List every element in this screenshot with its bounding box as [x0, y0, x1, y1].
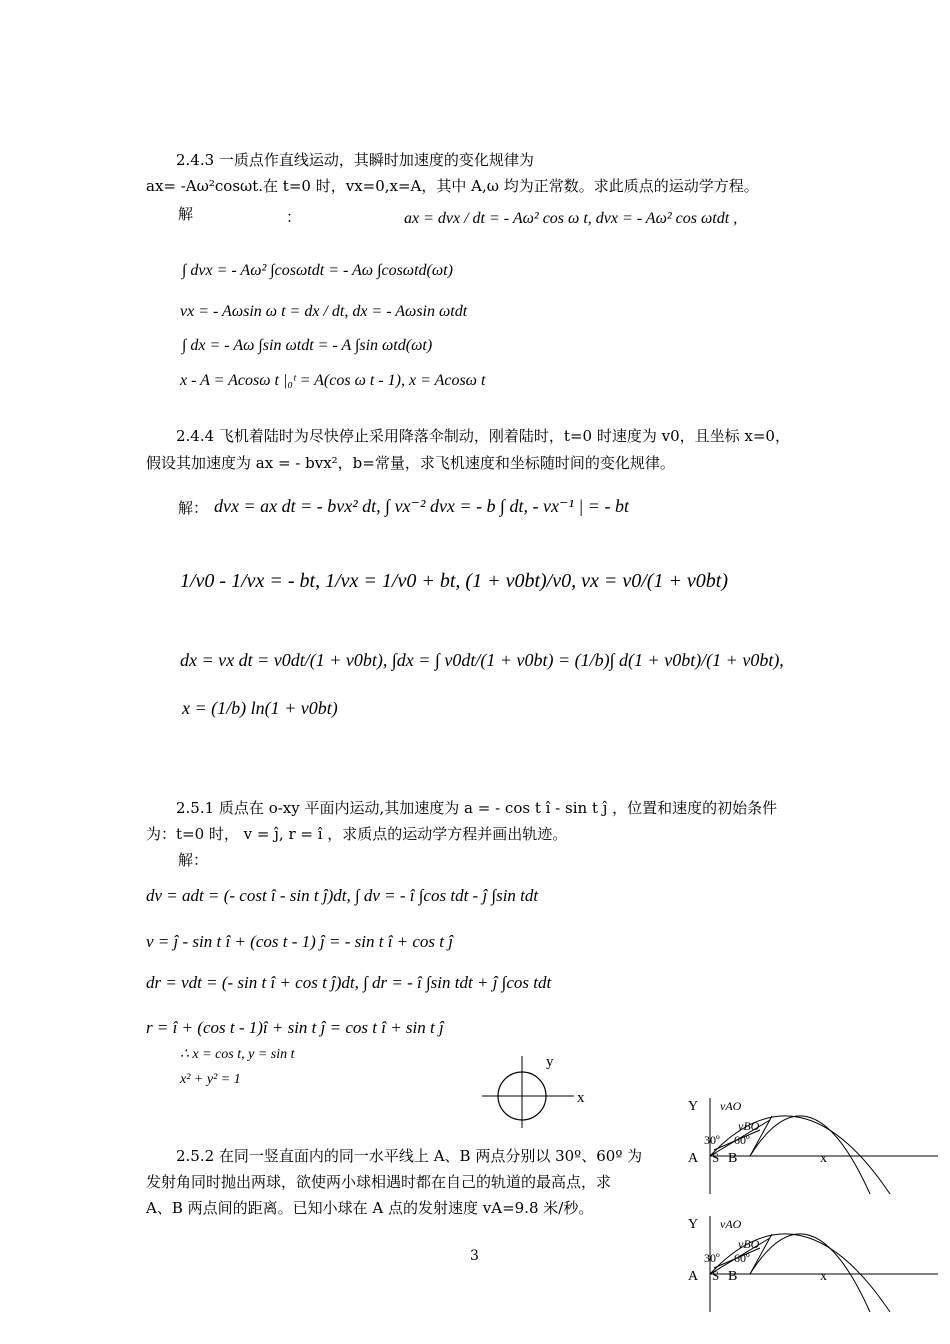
axis-y-label: y [546, 1054, 554, 1070]
fig1-label-B: B [728, 1151, 738, 1166]
problem-243-eq2: vx = - Aωsin ω t = dx / dt, dx = - Aωsin ωtdt [180, 303, 468, 320]
fig2-label-A: A [688, 1269, 699, 1284]
problem-244-eq2: 1/v0 - 1/vx = - bt, 1/vx = 1/v0 + bt, (1 + v0bt)/v0, vx = v0/(1 + v0bt) [180, 570, 729, 592]
fig1-label-Y: Y [688, 1099, 699, 1114]
fig2-label-30: 30º [704, 1251, 720, 1265]
fig2-label-60: 60º [734, 1251, 750, 1265]
trajectory-circle-diagram [480, 1050, 590, 1130]
problem-243-line2: ax= -Aω²cosωt.在 t=0 时，vx=0,x=A，其中 A,ω 均为正常数。求此质点的运动学方程。 [146, 177, 759, 195]
problem-251-line1: 2.5.1 质点在 o-xy 平面内运动,其加速度为 a = - cos t î - sin t ĵ ，位置和速度的初始条件 [176, 799, 778, 817]
fig1-label-60: 60º [734, 1133, 750, 1147]
fig2-label-Y: Y [688, 1217, 699, 1232]
problem-251-eq6: x² + y² = 1 [180, 1072, 241, 1087]
problem-243-colon: ： [286, 208, 302, 226]
axis-x-label: x [577, 1090, 585, 1106]
problem-252-line2: 发射角同时抛出两球，欲使两小球相遇时都在自己的轨道的最高点，求 [146, 1173, 612, 1191]
problem-243-line1: 2.4.3 一质点作直线运动，其瞬时加速度的变化规律为 [176, 151, 534, 169]
problem-243-eq3: ∫ dx = - Aω ∫sin ωtdt = - A ∫sin ωtd(ωt) [182, 337, 433, 354]
fig2-label-vBO: vBO [738, 1237, 760, 1251]
problem-244-eq3: dx = vx dt = v0dt/(1 + v0bt), ∫dx = ∫ v0dt/(1 + v0bt) = (1/b)∫ d(1 + v0bt)/(1 + v0bt), [180, 650, 784, 670]
problem-244-solution-label: 解： [178, 499, 209, 517]
problem-251-eq1: dv = adt = (- cost î - sin t ĵ)dt, ∫ dv = - î ∫cos tdt - ĵ ∫sin tdt [146, 886, 539, 905]
problem-244-line1: 2.4.4 飞机着陆时为尽快停止采用降落伞制动，刚着陆时，t=0 时速度为 v0，且坐标 x=0， [176, 427, 790, 445]
fig2-label-vAO: vAO [720, 1217, 742, 1231]
fig1-label-vAO: vAO [720, 1099, 742, 1113]
problem-251-eq4: r = î + (cos t - 1)î + sin t ĵ = cos t î + sin t ĵ [146, 1018, 444, 1037]
fig1-label-vBO: vBO [738, 1119, 760, 1133]
problem-244-eq4: x = (1/b) ln(1 + v0bt) [182, 698, 338, 718]
fig1-label-A: A [688, 1151, 699, 1166]
page-number: 3 [470, 1248, 479, 1264]
problem-243-eq0: ax = dvx / dt = - Aω² cos ω t, dvx = - Aω² cos ωtdt , [404, 210, 738, 227]
projectile-figure-bottom [680, 1208, 940, 1318]
problem-252-line3: A、B 两点间的距离。已知小球在 A 点的发射速度 vA=9.8 米/秒。 [146, 1199, 594, 1217]
fig1-label-x: x [820, 1151, 827, 1166]
problem-252-line1: 2.5.2 在同一竖直面内的同一水平线上 A、B 两点分别以 30º、60º 为 [176, 1147, 643, 1165]
projectile-figure-top [680, 1090, 940, 1200]
problem-243-solution-label: 解 [178, 205, 194, 223]
problem-244-eq1: dvx = ax dt = - bvx² dt, ∫ vx⁻² dvx = - b ∫ dt, - vx⁻¹ | = - bt [214, 496, 629, 516]
problem-251-eq5: ∴ x = cos t, y = sin t [180, 1047, 295, 1062]
problem-251-eq2: v = ĵ - sin t î + (cos t - 1) ĵ = - sin t î + cos t ĵ [146, 932, 453, 951]
fig2-label-x: x [820, 1269, 827, 1284]
fig1-label-S: S [712, 1150, 720, 1165]
problem-244-line2: 假设其加速度为 ax = - bvx²，b=常量，求飞机速度和坐标随时间的变化规律。 [146, 454, 675, 472]
problem-251-line2: 为：t=0 时， v = ĵ, r = î ，求质点的运动学方程并画出轨迹。 [146, 825, 568, 843]
problem-243-eq4: x - A = Acosω t |₀ᵗ = A(cos ω t - 1), x = Acosω t [180, 372, 486, 389]
fig2-label-S: S [712, 1268, 720, 1283]
problem-243-eq1: ∫ dvx = - Aω² ∫cosωtdt = - Aω ∫cosωtd(ωt) [182, 262, 453, 279]
problem-251-solution-label: 解： [178, 851, 209, 869]
problem-251-eq3: dr = vdt = (- sin t î + cos t ĵ)dt, ∫ dr = - î ∫sin tdt + ĵ ∫cos tdt [146, 973, 552, 992]
fig1-label-30: 30º [704, 1133, 720, 1147]
fig2-label-B: B [728, 1269, 738, 1284]
